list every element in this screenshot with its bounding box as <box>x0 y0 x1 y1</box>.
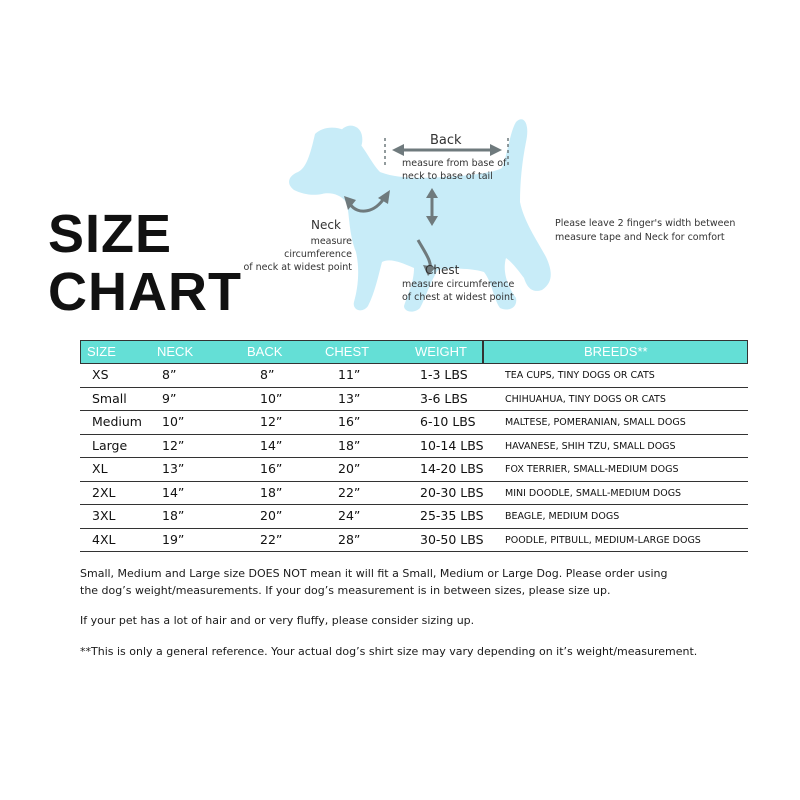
cell-weight: 3-6 LBS <box>420 390 468 406</box>
table-row <box>80 529 748 553</box>
cell-weight: 14-20 LBS <box>420 461 484 476</box>
neck-desc-line-1: measure circumference <box>284 236 352 260</box>
note-line-2: measure tape and Neck for comfort <box>555 232 725 243</box>
header-size: SIZE <box>87 344 116 359</box>
cell-weight: 25-35 LBS <box>420 508 484 523</box>
footer-line-2: the dog’s weight/measurements. If your dog’s measurement is in between sizes, please size up. <box>80 584 611 597</box>
cell-back: 22” <box>260 531 283 547</box>
cell-breeds: MALTESE, POMERANIAN, SMALL DOGS <box>505 417 686 428</box>
cell-size: Small <box>92 390 127 406</box>
cell-size: Medium <box>92 414 142 429</box>
table-row <box>80 482 748 506</box>
title-line-2: CHART <box>48 262 242 322</box>
header-chest: CHEST <box>325 344 370 359</box>
cell-breeds: CHIHUAHUA, TINY DOGS OR CATS <box>505 393 666 405</box>
cell-back: 14” <box>260 437 283 453</box>
cell-back: 16” <box>260 461 283 476</box>
footer-line-1: Small, Medium and Large size DOES NOT mean it will fit a Small, Medium or Large Dog. Please order using <box>80 567 668 580</box>
cell-back: 8” <box>260 367 275 382</box>
cell-back: 10” <box>260 390 283 406</box>
chest-description <box>402 278 527 304</box>
cell-size: 3XL <box>92 508 116 523</box>
comfort-note <box>555 217 765 245</box>
table-row <box>80 411 748 435</box>
cell-breeds: POODLE, PITBULL, MEDIUM-LARGE DOGS <box>505 534 701 546</box>
cell-breeds: BEAGLE, MEDIUM DOGS <box>505 511 620 522</box>
cell-chest: 24” <box>338 508 361 523</box>
neck-description <box>240 235 352 274</box>
neck-desc-line-2: of neck at widest point <box>243 262 352 273</box>
header-breeds: BREEDS** <box>584 344 648 359</box>
table-header <box>80 340 748 364</box>
cell-weight: 20-30 LBS <box>420 484 484 500</box>
cell-size: XL <box>92 461 108 476</box>
title-line-1: SIZE <box>48 204 173 264</box>
back-arrow-left-head <box>392 144 404 156</box>
chest-label: Chest <box>425 263 460 277</box>
table-row <box>80 435 748 459</box>
cell-breeds: FOX TERRIER, SMALL-MEDIUM DOGS <box>505 464 679 475</box>
table-row <box>80 388 748 412</box>
cell-back: 12” <box>260 414 283 429</box>
footer-sizing-note <box>80 565 760 599</box>
back-desc-line-1: measure from base of <box>402 158 507 169</box>
cell-weight: 6-10 LBS <box>420 414 476 429</box>
cell-neck: 8” <box>162 367 177 382</box>
cell-breeds: HAVANESE, SHIH TZU, SMALL DOGS <box>505 440 676 452</box>
cell-chest: 20” <box>338 461 361 476</box>
cell-chest: 13” <box>338 390 361 406</box>
cell-breeds: TEA CUPS, TINY DOGS OR CATS <box>505 370 655 381</box>
neck-label: Neck <box>311 218 341 232</box>
table-row <box>80 458 748 482</box>
header-divider <box>482 341 484 363</box>
cell-neck: 18” <box>162 508 185 523</box>
chest-desc-line-1: measure circumference <box>402 279 515 290</box>
cell-chest: 11” <box>338 367 361 382</box>
cell-neck: 13” <box>162 461 185 476</box>
cell-size: Large <box>92 437 128 453</box>
footer-fluffy-note: If your pet has a lot of hair and or very fluffy, please consider sizing up. <box>80 614 475 627</box>
back-arrow-right-head <box>490 144 502 156</box>
note-line-1: Please leave 2 finger's width between <box>555 218 736 229</box>
cell-breeds: MINI DOODLE, SMALL-MEDIUM DOGS <box>505 487 682 499</box>
cell-weight: 1-3 LBS <box>420 367 468 382</box>
cell-chest: 28” <box>338 531 361 547</box>
cell-size: XS <box>92 367 109 382</box>
page-title <box>48 205 242 321</box>
table-row <box>80 505 748 529</box>
cell-size: 2XL <box>92 484 116 500</box>
cell-chest: 16” <box>338 414 361 429</box>
header-weight: WEIGHT <box>415 344 467 359</box>
cell-neck: 10” <box>162 414 185 429</box>
cell-weight: 10-14 LBS <box>420 437 484 453</box>
cell-back: 20” <box>260 508 283 523</box>
cell-neck: 9” <box>162 390 177 406</box>
cell-weight: 30-50 LBS <box>420 531 484 547</box>
cell-neck: 14” <box>162 484 185 500</box>
footer-reference-note: **This is only a general reference. Your actual dog’s shirt size may vary depending on it’s weight/measurement. <box>80 645 698 658</box>
cell-size: 4XL <box>92 531 116 547</box>
cell-chest: 22” <box>338 484 361 500</box>
size-table <box>80 340 748 552</box>
chest-desc-line-2: of chest at widest point <box>402 292 514 303</box>
back-description <box>402 157 562 183</box>
back-label: Back <box>430 133 462 148</box>
header-neck: NECK <box>157 344 194 359</box>
table-row <box>80 364 748 388</box>
header-back: BACK <box>247 344 283 359</box>
cell-chest: 18” <box>338 437 361 453</box>
cell-neck: 19” <box>162 531 185 547</box>
cell-back: 18” <box>260 484 283 500</box>
back-desc-line-2: neck to base of tail <box>402 171 493 182</box>
cell-neck: 12” <box>162 437 185 453</box>
